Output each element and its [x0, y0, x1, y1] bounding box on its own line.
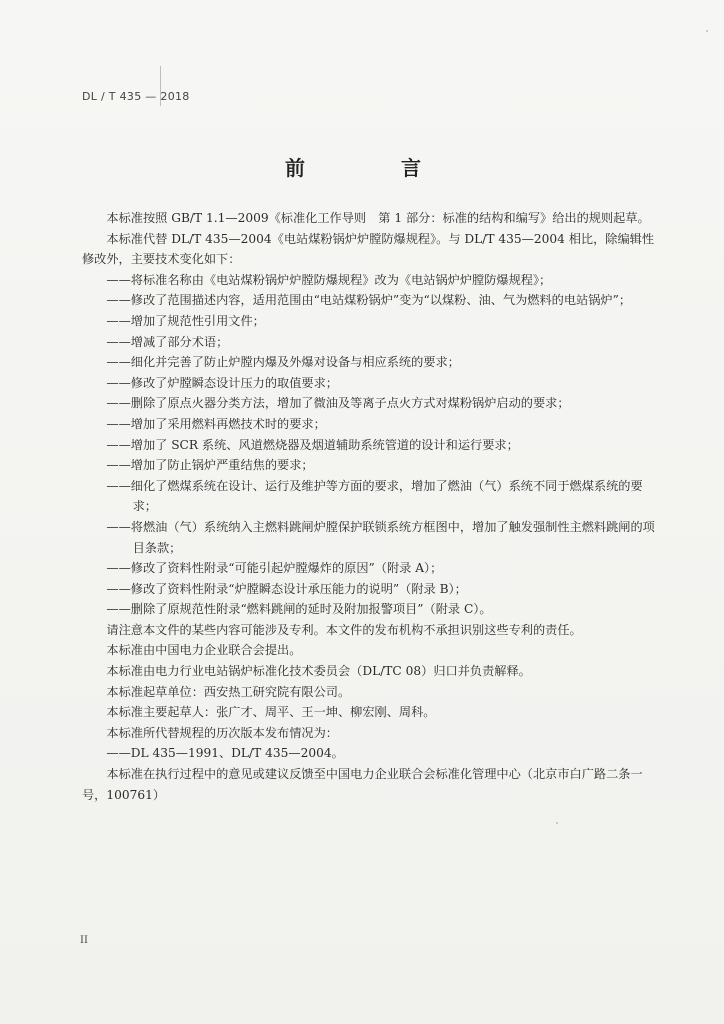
body-paragraph: 本标准起草单位：西安热工研究院有限公司。	[106, 684, 351, 699]
body-paragraph: 本标准所代替规程的历次版本发布情况为：	[106, 725, 338, 740]
body-paragraph: 本标准由中国电力企业联合会提出。	[106, 643, 302, 658]
page-number: II	[80, 935, 88, 946]
change-list-item: ——将燃油（气）系统纳入主燃料跳闸炉膛保护联锁系统方框图中，增加了触发强制性主燃料跳闸的项目条款；	[106, 519, 655, 555]
body-paragraph: 本标准代替 DL/T 435—2004《电站煤粉锅炉炉膛防爆规程》。与 DL/T 435—2004 相比，除编辑性修改外，主要技术变化如下：	[82, 231, 655, 267]
change-list-item: ——DL 435—1991、DL/T 435—2004。	[106, 746, 344, 761]
scan-speck	[706, 30, 708, 32]
change-list-item: ——将标准名称由《电站煤粉锅炉炉膛防爆规程》改为《电站锅炉炉膛防爆规程》；	[106, 272, 552, 287]
change-list-item: ——修改了范围描述内容，适用范围由“电站煤粉锅炉”变为“以煤粉、油、气为燃料的电站锅炉”；	[106, 293, 631, 308]
change-list-item: ——删除了原点火器分类方法，增加了微油及等离子点火方式对煤粉锅炉启动的要求；	[106, 396, 570, 411]
change-list-item: ——增加了防止锅炉严重结焦的要求；	[106, 458, 314, 473]
change-list-item: ——删除了原规范性附录“燃料跳闸的延时及附加报警项目”（附录 C）。	[106, 602, 492, 617]
change-list-item: ——细化并完善了防止炉膛内爆及外爆对设备与相应系统的要求；	[106, 355, 460, 370]
body-paragraph: 本标准由电力行业电站锅炉标准化技术委员会（DL/TC 08）归口并负责解释。	[106, 664, 531, 679]
scan-speck	[556, 822, 558, 824]
body-paragraph: 本标准主要起草人：张广才、周平、王一坤、柳宏刚、周科。	[106, 705, 436, 720]
change-list-item: ——增加了 SCR 系统、风道燃烧器及烟道辅助系统管道的设计和运行要求；	[106, 437, 519, 452]
page-title: 前 言	[285, 156, 459, 180]
change-list-item: ——修改了炉膛瞬态设计压力的取值要求；	[106, 375, 338, 390]
change-list-item: ——细化了燃煤系统在设计、运行及维护等方面的要求，增加了燃油（气）系统不同于燃煤系统的要求；	[106, 478, 643, 514]
body-paragraph: 本标准在执行过程中的意见或建议反馈至中国电力企业联合会标准化管理中心（北京市白广路二条一号，100761）	[82, 767, 643, 802]
body-paragraph: 本标准按照 GB/T 1.1—2009《标准化工作导则 第 1 部分：标准的结构和编写》给出的规则起草。	[106, 211, 650, 225]
foreword-body	[82, 208, 664, 805]
change-list-item: ——增加了采用燃料再燃技术时的要求；	[106, 416, 326, 431]
change-list-item: ——修改了资料性附录“可能引起炉膛爆炸的原因”（附录 A）；	[106, 561, 443, 576]
change-list-item: ——增加了规范性引用文件；	[106, 313, 265, 328]
body-paragraph: 请注意本文件的某些内容可能涉及专利。本文件的发布机构不承担识别这些专利的责任。	[106, 622, 582, 637]
change-list-item: ——修改了资料性附录“炉膛瞬态设计承压能力的说明”（附录 B）；	[106, 581, 467, 596]
standard-code-header: DL / T 435 — 2018	[82, 90, 190, 103]
change-list-item: ——增减了部分术语；	[106, 334, 229, 349]
